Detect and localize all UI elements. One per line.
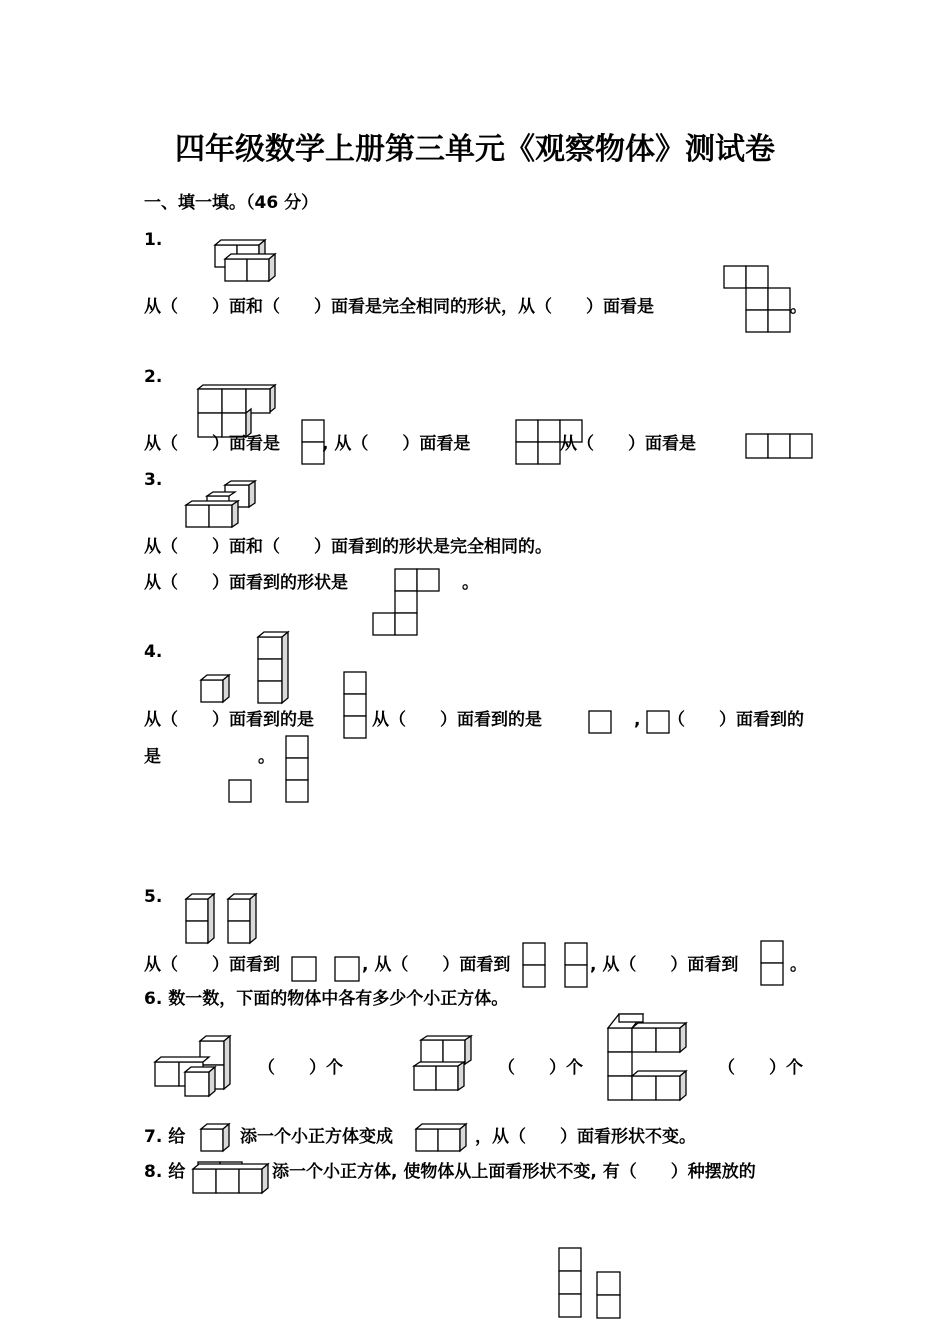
q3-line-1: 从（ ）面和（ ）面看到的形状是完全相同的。 [144,537,552,557]
q5-cube-figure [182,890,266,948]
q6-blank-2: （ ）个 [498,1058,583,1078]
q7-text-1: 7. 给 [144,1127,186,1147]
q4-view-shape-4a [284,734,312,806]
q8-text-1: 8. 给 [144,1162,186,1182]
q4-view-shape-4b [227,778,255,806]
q6-figure-2 [411,1033,477,1097]
q2-text-2: , 从（ ）面看是 [322,434,471,454]
q2-number: 2. [144,367,163,387]
q3-line-2: 从（ ）面看到的形状是 [144,573,348,593]
q5-tail: 。 [790,955,807,975]
section-heading: 一、填一填。（46 分） [144,193,319,213]
q5-text-2: , 从（ ）面看到 [362,955,511,975]
bottom-view-shape-2 [595,1270,625,1322]
q4-text-1: 从（ ）面看到的是 [144,710,314,730]
q2-text-1: 从（ ）面看是 [144,434,280,454]
q5-view-shape-1a [290,955,320,985]
q4-text-5: 是 [144,747,161,767]
q4-single-cube [198,672,234,706]
q4-view-shape-1 [342,670,370,742]
q1-tail: 。 [790,297,807,317]
q6-text: 6. 数一数，下面的物体中各有多少个小正方体。 [144,989,509,1009]
q5-view-shape-2a [521,941,549,993]
q2-text-3: 从（ ）面看是 [560,434,696,454]
q7-single-cube [198,1121,234,1155]
q5-text-1: 从（ ）面看到 [144,955,280,975]
q5-view-shape-3 [759,939,787,991]
q1-text: 从（ ）面和（ ）面看是完全相同的形状，从（ ）面看是 [144,297,654,317]
q5-text-3: , 从（ ）面看到 [590,955,739,975]
q3-cube-figure [183,480,279,532]
q4-text-4: （ ）面看到的 [668,710,804,730]
q8-text-2: 添一个小正方体, 使物体从上面看形状不变, 有（ ）种摆放的 [272,1162,756,1182]
q6-figure-1 [152,1030,238,1102]
q2-cube-figure [195,382,279,442]
q4-text-3: , [634,710,641,730]
q2-view-shape-3 [744,432,816,462]
q1-cube-figure [212,240,292,290]
q4-view-shape-2 [587,709,615,737]
q7-text-3: ，从（ ）面看形状不变。 [475,1127,696,1147]
q4-text-6: 。 [258,747,275,767]
q7-text-2: 添一个小正方体变成 [240,1127,393,1147]
q5-number: 5. [144,887,163,907]
q4-cube-stack [255,630,291,706]
q3-view-shape [371,567,443,639]
q4-number: 4. [144,642,163,662]
q1-number: 1. [144,230,163,250]
q1-view-shape [722,264,794,336]
q4-text-2: 从（ ）面看到的是 [372,710,542,730]
q3-tail: 。 [462,573,479,593]
bottom-view-shape-1 [557,1246,585,1320]
q6-blank-3: （ ）个 [718,1058,803,1078]
q5-view-shape-2b [563,941,591,993]
q3-number: 3. [144,470,163,490]
q6-figure-3 [605,1010,687,1102]
q8-cube-figure [190,1156,272,1198]
q5-view-shape-1b [333,955,363,985]
q7-two-cubes [413,1121,471,1155]
q6-blank-1: （ ）个 [258,1058,343,1078]
page-title: 四年级数学上册第三单元《观察物体》测试卷 [175,132,775,167]
